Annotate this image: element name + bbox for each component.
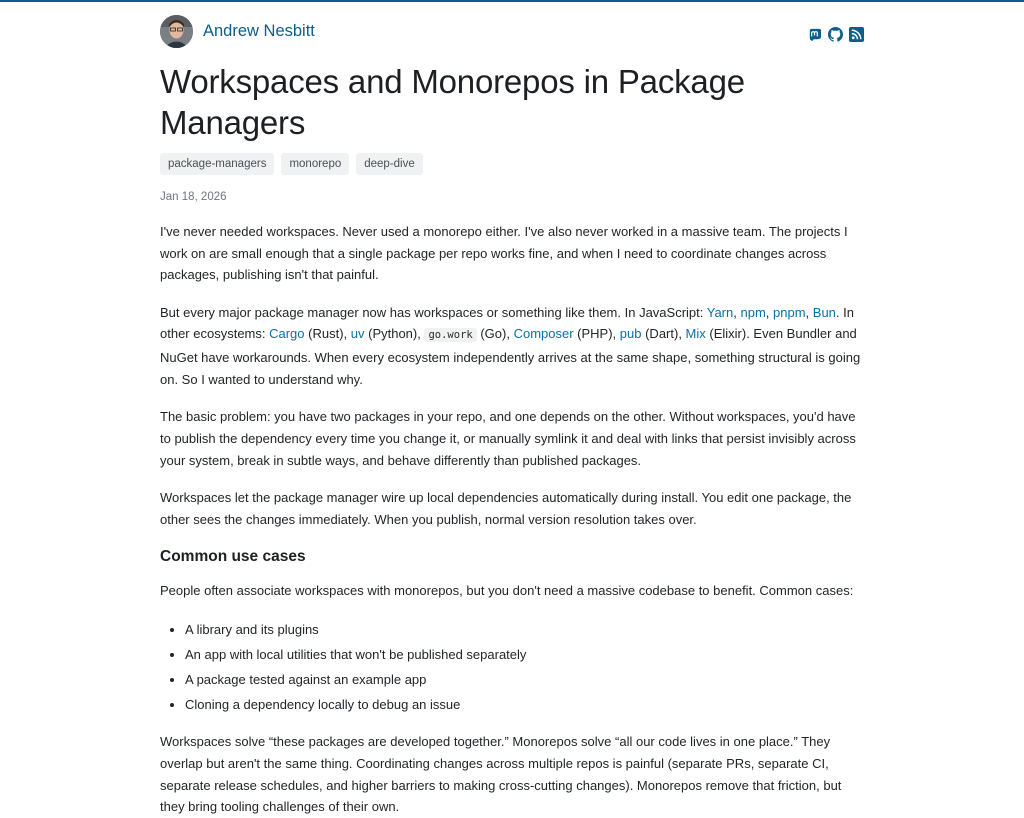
site-header: [160, 15, 864, 61]
list-item: • An app with local utilities that won't be published separately: [185, 642, 864, 667]
rss-icon[interactable]: [849, 27, 864, 42]
text-segment: ,: [765, 304, 774, 320]
inline-code-go-work: go.work: [424, 328, 476, 342]
text-segment: (Go),: [476, 326, 514, 342]
text-segment: (Elixir). Even Bundler and NuGet have workarounds. When every ecosystem independently arrives at the same shape, something structural is going on. So I wanted to understand why.: [160, 326, 861, 387]
text-segment: (Dart),: [641, 326, 686, 342]
text-segment: ,: [805, 304, 813, 320]
post-date: Jan 18, 2026: [160, 191, 227, 203]
paragraph-monorepos: Workspaces solve “these packages are developed together.” Monorepos solve “all our code lives in one place.” They overlap but aren't the same thing. Coordinating changes across multiple repos is painful (separate PRs, separate CI, separate release schedules, and higher barriers to making cross-cutting changes). Monorepos remove that friction, but they bring tooling challenges of their own.: [160, 734, 842, 815]
text-segment: But every major package manager now has workspaces or something like them. In JavaScript:: [160, 304, 707, 320]
paragraph-intro: I've never needed workspaces. Never used a monorepo either. I've also never worked in a massive team. The projects I work on are small enough that a single package per repo works fine, and when I need to coordinate changes across packages, publishing isn't that painful.: [160, 224, 848, 283]
list-item: • A package tested against an example app: [185, 667, 864, 692]
paragraph-use-cases: People often associate workspaces with monorepos, but you don't need a massive codebase to benefit. Common cases:: [160, 582, 854, 598]
link-pnpm[interactable]: pnpm: [773, 304, 806, 320]
avatar[interactable]: [160, 15, 193, 48]
page-container: [160, 15, 864, 818]
link-composer[interactable]: Composer: [513, 326, 574, 342]
paragraph-ecosystems: [160, 302, 864, 391]
link-cargo[interactable]: Cargo: [269, 326, 305, 342]
link-npm[interactable]: npm: [740, 304, 766, 320]
link-pub[interactable]: pub: [619, 326, 642, 342]
tag-monorepo[interactable]: monorepo: [281, 153, 349, 175]
tag-list: [160, 153, 864, 175]
article-body: [160, 221, 864, 818]
text-segment: (PHP),: [573, 326, 620, 342]
site-name-link[interactable]: Andrew Nesbitt: [203, 22, 315, 40]
social-links: [807, 27, 864, 42]
paragraph-workspaces: Workspaces let the package manager wire up local dependencies automatically during install. You edit one package, the other sees the changes immediately. When you publish, normal version resolution takes over.: [160, 489, 852, 527]
github-icon[interactable]: [828, 27, 843, 42]
text-segment: (Rust),: [304, 326, 351, 342]
link-mix[interactable]: Mix: [685, 326, 706, 342]
link-yarn[interactable]: Yarn: [706, 304, 734, 320]
link-uv[interactable]: uv: [350, 326, 365, 342]
text-segment: (Python),: [364, 326, 425, 342]
mastodon-icon[interactable]: [807, 27, 822, 42]
link-bun[interactable]: Bun: [812, 304, 836, 320]
text-segment: ,: [733, 304, 741, 320]
text-segment: . In other ecosystems:: [160, 304, 854, 342]
paragraph-problem: The basic problem: you have two packages in your repo, and one depends on the other. Without workspaces, you'd have to publish the dependency every time you change it, or manually symlink it and deal with links that persist invisibly across your system, break in subtle ways, and behave differently than published packages.: [160, 409, 856, 468]
use-case-list: [160, 617, 864, 717]
section-heading: Common use cases: [160, 547, 306, 565]
article-title: Workspaces and Monorepos in Package Managers: [160, 63, 745, 141]
list-item: • A library and its plugins: [185, 617, 864, 642]
tag-package-managers[interactable]: package-managers: [160, 153, 274, 175]
list-item: • Cloning a dependency locally to debug an issue: [185, 692, 864, 717]
tag-deep-dive[interactable]: deep-dive: [356, 153, 423, 175]
